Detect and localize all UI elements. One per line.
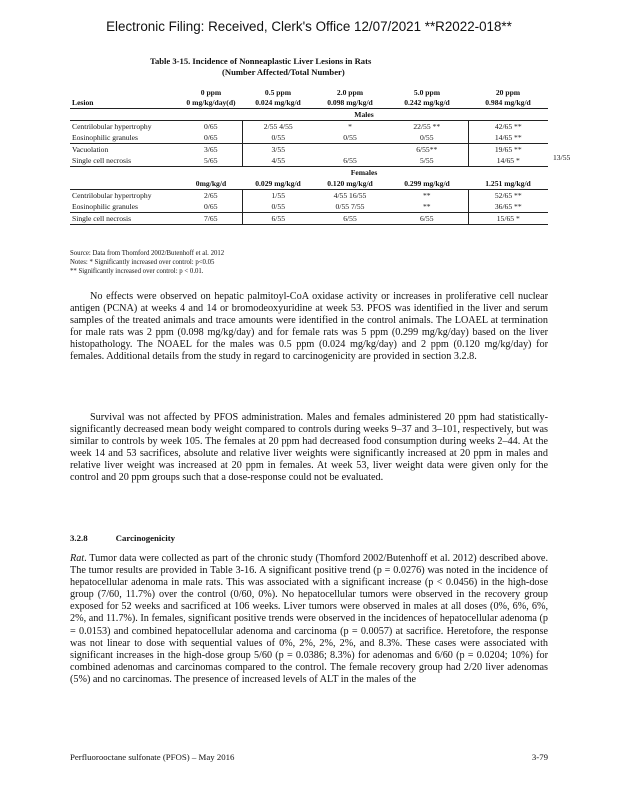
paragraph-effects: No effects were observed on hepatic palmitoyl-CoA oxidase activity or increases in proliferative cell nuclear antigen (PCNA) at weeks 4 and 14 or bromodeoxyuridine at week 53. PFOS was identified in the liver and serum samples of the treated animals and trace amounts were identified in the control animals. The LOAEL at termination for male rats was 2 ppm (0.098 mg/kg/day) and for female rats was 5 ppm (0.299 mg/kg/day) based on the liver histopathology. The NOAEL for the males was 0.5 ppm (0.024 mg/kg/day) and 2 ppm (0.120 mg/kg/day) for females. Additional details from the study in regard to carcinogenicity are provided in section 3.2.8. <box>70 291 548 363</box>
section-heading <box>70 533 175 543</box>
females-units-row: 0mg/kg/d 0.029 mg/kg/d 0.120 mg/kg/d 0.299 mg/kg/d 1.251 mg/kg/d <box>70 178 548 190</box>
col-lesion: Lesion <box>72 98 94 107</box>
paragraph-carcinogenicity <box>70 553 548 686</box>
vacuolation-extra-value: 13/55 <box>553 153 571 162</box>
section-number: 3.2.8 <box>70 533 88 543</box>
table-row: Vacuolation 3/65 3/55 6/55** 19/65 ** <box>70 144 548 156</box>
table-row: Centrilobular hypertrophy 2/65 1/55 4/55 16/55 ** 52/65 ** <box>70 190 548 202</box>
table-row: Centrilobular hypertrophy 0/65 2/55 4/55 * 22/55 ** 42/65 ** <box>70 121 548 133</box>
footer-document-title: Perfluorooctane sulfonate (PFOS) – May 2016 <box>70 752 235 762</box>
table-caption-subtitle: (Number Affected/Total Number) <box>222 67 345 77</box>
col-dose-05: 0.5 ppm 0.024 mg/kg/d <box>255 88 301 107</box>
males-section-row <box>70 109 548 121</box>
males-label: Males <box>180 109 548 121</box>
col-dose-5: 5.0 ppm 0.242 mg/kg/d <box>404 88 450 107</box>
table-header-row <box>70 86 548 109</box>
lesion-table <box>70 86 548 225</box>
footnote-significance-05: Notes: * Significantly increased over control: p<0.05 <box>70 259 215 266</box>
page-number: 3-79 <box>531 752 548 762</box>
table-row: Eosinophilic granules 0/65 0/55 0/55 7/55 ** 36/65 ** <box>70 201 548 213</box>
table-row: Single cell necrosis 7/65 6/55 6/55 6/55 15/65 * <box>70 213 548 225</box>
col-dose-20: 20 ppm 0.984 mg/kg/d <box>485 88 531 107</box>
page-footer <box>70 752 548 762</box>
table-row: Single cell necrosis 5/65 4/55 6/55 5/55 14/65 * <box>70 155 548 167</box>
section-title: Carcinogenicity <box>115 533 176 543</box>
footnote-significance-01: ** Significantly increased over control: p < 0.01. <box>70 268 204 275</box>
females-section-row <box>70 167 548 179</box>
females-label: Females <box>350 167 378 177</box>
table-row: Eosinophilic granules 0/65 0/55 0/55 0/55 14/65 ** <box>70 132 548 144</box>
paragraph-carcinogenicity-body: . Tumor data were collected as part of the chronic study (Thomford 2002/Butenhoff et al. 2012) described above. The tumor results are provided in Table 3-16. A significant positive trend (p = 0.0276) was noted in the incidence of hepatocellular adenoma in male rats. This was associated with a significant increase (p < 0.0456) in the high-dose group (7/60, 11.7%) over the control (0/60, 0%). No hepatocellular tumors were observed in the recovery group exposed for 52 weeks and sacrificed at 106 weeks. Liver tumors were observed in males at all doses (0%, 6%, 6%, 2%, and 11.7%). In females, significant positive trends were observed in the incidences of hepatocellular adenoma (p = 0.0153) and combined hepatocellular adenoma and carcinoma (p = 0.0057) at sacrifice. Heretofore, the response was not linear to dose with sequential values of 0%, 2%, 2%, 2%, and 8.3%. These cases were associated with significant increases in the high-dose group 5/60 (p = 0.0386; 8.3%) for adenomas and 6/60 (p = 0.0204; 10%) for combined adenomas and carcinomas compared to the control. The female recovery group had 2/20 liver adenomas (5%) and no carcinomas. The presence of increased levels of ALT in the males of the <box>70 553 548 685</box>
table-footnotes <box>70 249 224 276</box>
footnote-source: Source: Data from Thomford 2002/Butenhoff et al. 2012 <box>70 250 225 257</box>
rat-lead: Rat <box>70 553 85 564</box>
col-dose-0: 0 ppm 0 mg/kg/day(d) <box>186 88 236 107</box>
table-caption-title: Table 3-15. Incidence of Nonneaplastic Liver Lesions in Rats <box>150 56 372 66</box>
filing-header: Electronic Filing: Received, Clerk's Office 12/07/2021 **R2022-018** <box>106 19 512 34</box>
col-dose-2: 2.0 ppm 0.098 mg/kg/d <box>327 88 373 107</box>
table-caption <box>150 56 371 78</box>
paragraph-survival: Survival was not affected by PFOS administration. Males and females administered 20 ppm had statistically-significantly decreased mean body weight compared to controls during weeks 9–37 and 3–101, respectively, but was similar to controls by week 105. The females at 20 ppm had decreased food consumption during weeks 2–44. At the week 14 and 53 sacrifices, absolute and relative liver weights were significantly increased at 20 ppm in males and relative liver weight was increased at 20 ppm in females. At week 53, liver weight data were given only for the control and 20 ppm groups such that a dose-response could not be evaluated. <box>70 412 548 484</box>
